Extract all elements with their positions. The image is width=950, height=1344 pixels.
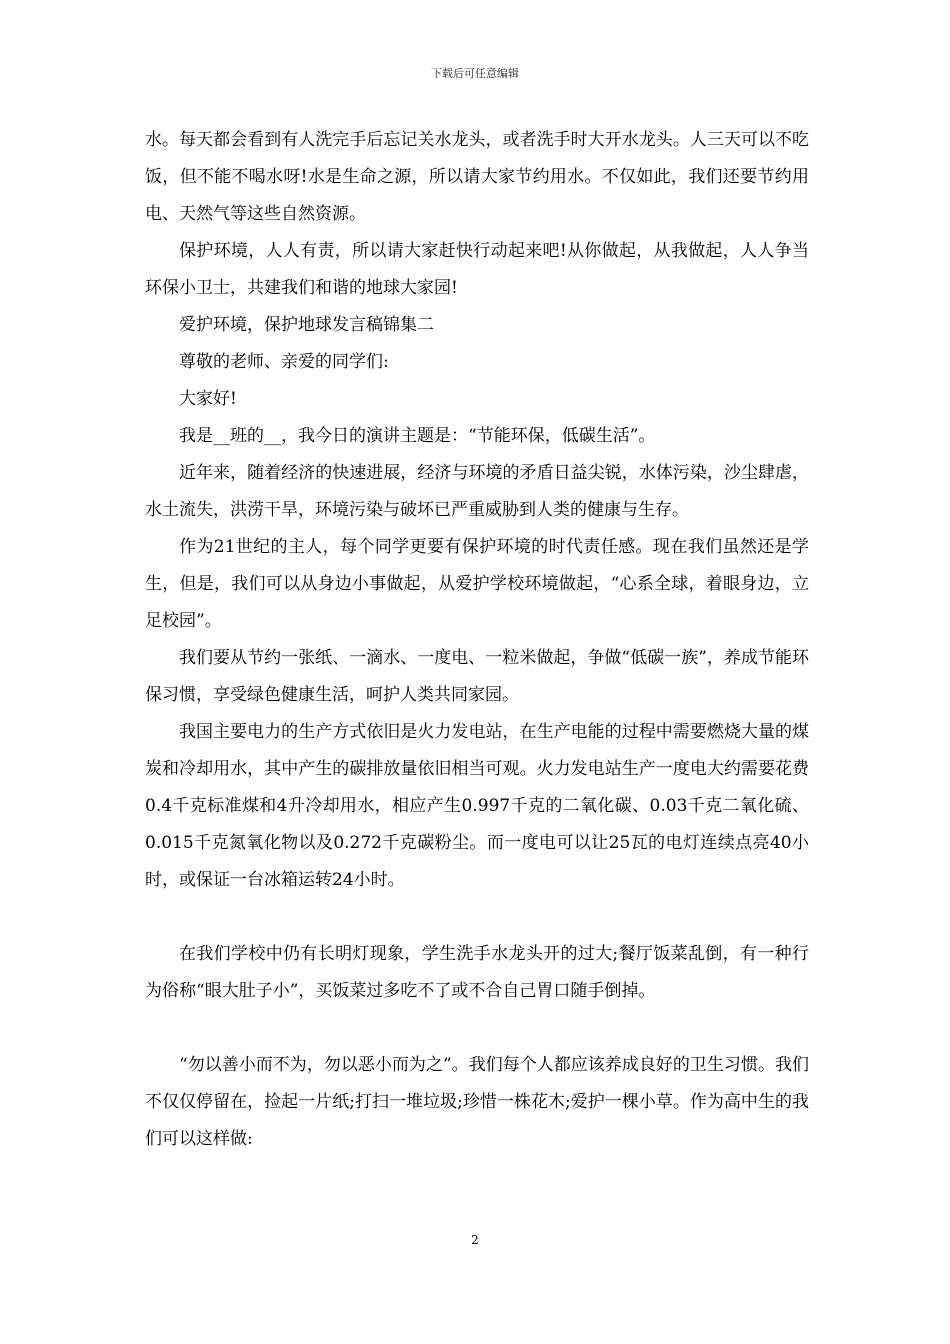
- paragraph: 在我们学校中仍有长明灯现象，学生洗手水龙头开的过大;餐厅饭菜乱倒，有一种行为俗称“眼大肚子小”，买饭菜过多吃不了或不合自己胃口随手倒掉。: [145, 944, 809, 1001]
- page-number: 2: [471, 1233, 479, 1247]
- paragraph: 我们要从节约一张纸、一滴水、一度电、一粒米做起，争做“低碳一族”，养成节能环保习惯，享受绿色健康生活，呵护人类共同家园。: [145, 648, 809, 705]
- paragraph: 保护环境，人人有责，所以请大家赶快行动起来吧!从你做起，从我做起，人人争当环保小卫士，共建我们和谐的地球大家园!: [145, 241, 809, 298]
- paragraph: 近年来，随着经济的快速进展，经济与环境的矛盾日益尖锐，水体污染，沙尘肆虐，水土流失，洪涝干旱，环境污染与破坏已严重威胁到人类的健康与生存。: [145, 463, 809, 520]
- paragraph: 我是__班的__，我今日的演讲主题是：“节能环保，低碳生活”。: [179, 426, 656, 446]
- section-title: 爱护环境，保护地球发言稿锦集二: [179, 315, 434, 335]
- document-body: [145, 122, 809, 1158]
- page-header: 下载后可任意编辑: [431, 67, 519, 80]
- paragraph: “勿以善小而不为，勿以恶小而为之”。我们每个人都应该养成良好的卫生习惯。我们不仅仅停留在，捡起一片纸;打扫一堆垃圾;珍惜一株花木;爱护一棵小草。作为高中生的我们可以这样做:: [145, 1055, 809, 1149]
- greeting: 大家好!: [179, 389, 237, 409]
- salutation: 尊敬的老师、亲爱的同学们:: [179, 352, 389, 372]
- paragraph: 作为21世纪的主人，每个同学更要有保护环境的时代责任感。现在我们虽然还是学生，但是，我们可以从身边小事做起，从爱护学校环境做起，“心系全球，着眼身边，立足校园”。: [145, 537, 809, 631]
- paragraph: 我国主要电力的生产方式依旧是火力发电站，在生产电能的过程中需要燃烧大量的煤炭和冷却用水，其中产生的碳排放量依旧相当可观。火力发电站生产一度电大约需要花费0.4千克标准煤和4升冷却用水，相应产生0.997千克的二氧化碳、0.03千克二氧化硫、0.015千克氮氧化物以及0.272千克碳粉尘。而一度电可以让25瓦的电灯连续点亮40小时，或保证一台冰箱运转24小时。: [145, 722, 809, 890]
- paragraph-continuation: 水。每天都会看到有人洗完手后忘记关水龙头，或者洗手时大开水龙头。人三天可以不吃饭，但不能不喝水呀!水是生命之源，所以请大家节约用水。不仅如此，我们还要节约用电、天然气等这些自然资源。: [145, 130, 809, 224]
